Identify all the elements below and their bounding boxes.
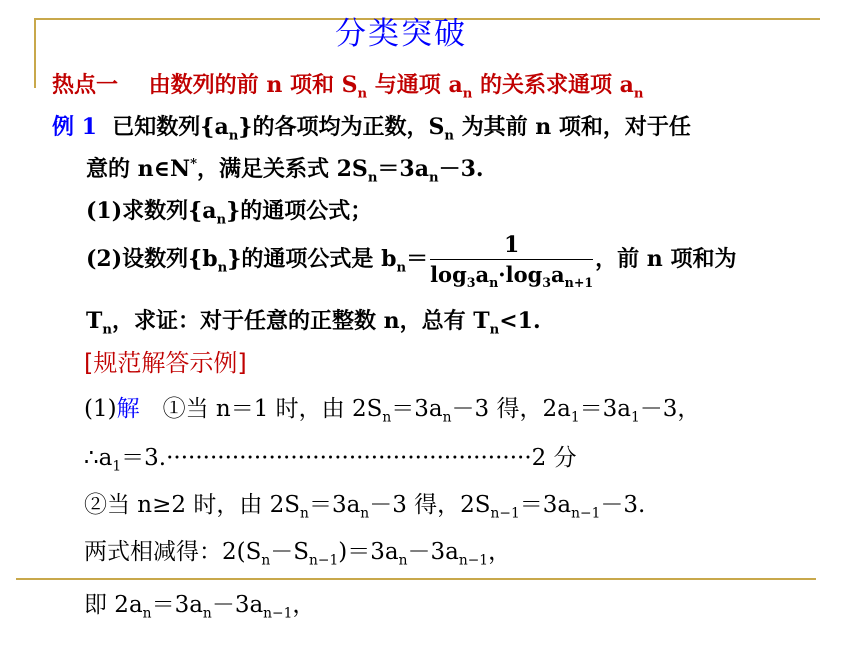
solution-line-5: 即 $2a_n=3a_n-3a_{n-1}$，	[84, 592, 316, 622]
hotspot-label: 热点一	[52, 72, 119, 98]
question-2-cont: $T_n$，求证：对于任意的正整数 n，总有 $T_n<1$.	[86, 308, 541, 338]
solution-header: [规范解答示例]	[84, 349, 247, 377]
solution-line-4: 两式相减得：$2(S_n-S_{n-1})=3a_n-3a_{n-1}$，	[84, 539, 512, 569]
solution-line-2: $\therefore a_1=3.\cdot\cdot\cdot\cdot\cdot\cdot\cdot\cdot\cdot\cdot\cdot\cdot\cdot\cdot\cdot\cdot\cdot\cdot\cdot\cdot\cdot\cdot\cdot\cdot\cdot\cdot\cdot\cdot\cdot\cdot\cdot\cdot\cdot\cdot\cdot\cdot\cdot\cdot\cdot\cdot\cdot\cdot\cdot\cdot\cdot\cdot\cdot\cdot\cdot\cdot 2$ 分	[84, 445, 577, 475]
question-2: (2)设数列$\{b_n\}$的通项公式是 $b_n=$ $\frac{1}{\log_3a_n\cdot\log_3a_{n+1}}$ ，前 n 项和为	[86, 232, 737, 291]
question-1: (1)求数列$\{a_n\}$的通项公式；	[86, 198, 373, 228]
solution-line-3: ②当 n≥2 时，由 $2S_n=3a_n-3$ 得，$2S_{n-1}=3a_{n-1}-3$.	[84, 492, 646, 522]
bottom-decoration-line	[16, 578, 816, 580]
solution-line-1: (1)解 ①当 n＝1 时，由 $2S_n=3a_n-3$ 得，$2a_1=3a_1-3$，	[84, 396, 701, 426]
solution-label: 解	[116, 396, 140, 422]
example-line-1: 例 1 已知数列$\{a_n\}$的各项均为正数，$S_n$ 为其前 n 项和，对于任	[52, 114, 691, 144]
example-line-2: 意的 n∈N*，满足关系式 $2S_n=3a_n-3$.	[86, 156, 484, 186]
slide-title: 分类突破	[335, 16, 467, 52]
left-decoration-line	[34, 18, 36, 88]
fraction-denominator: $\log_3a_n\cdot\log_3a_{n+1}$	[430, 262, 594, 291]
example-label: 例 1	[52, 114, 97, 140]
hotspot-text: 由数列的前 n 项和 S	[148, 72, 358, 98]
hotspot-heading: 热点一 由数列的前 n 项和 $S_n$ 与通项 $a_n$ 的关系求通项 $a_n$	[52, 72, 644, 102]
fraction-numerator: 1	[430, 232, 593, 260]
fraction-bn	[430, 232, 594, 291]
